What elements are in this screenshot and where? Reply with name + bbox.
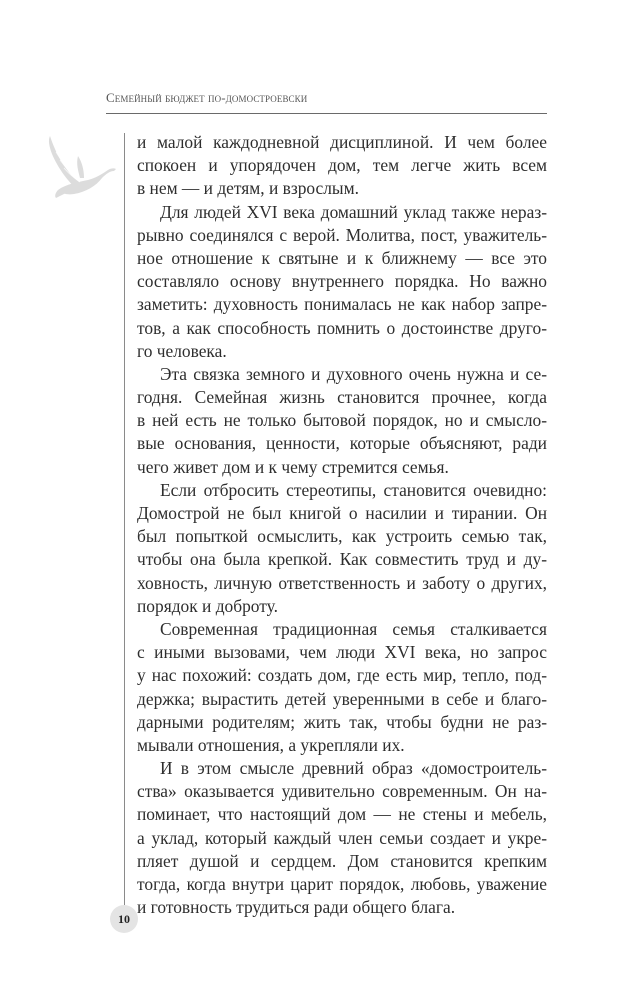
text-line: Современная традиционная семья сталкивается	[160, 618, 547, 639]
text-line: ное отношение к святыне и к ближнему — все это	[137, 247, 547, 268]
text-line: мывали отношения, а укрепляли их.	[137, 734, 405, 755]
text-line: а уклад, который каждый член семьи создает и укре-	[137, 827, 547, 848]
text-line: ховность, личную ответственность и заботу о других,	[137, 572, 547, 593]
text-line: в ней есть не только бытовой порядок, но и смысло-	[137, 410, 547, 431]
text-line: поминает, что настоящий дом — не стены и мебель,	[137, 804, 547, 825]
text-line: пляет душой и сердцем. Дом становится крепким	[137, 850, 547, 871]
text-line: вые основания, ценности, которые объясняют, ради	[137, 433, 547, 454]
text-line: рывно соединялся с верой. Молитва, пост, уважитель-	[137, 224, 547, 245]
header-rule	[106, 113, 547, 114]
body-text	[137, 131, 547, 919]
text-line: дарными родителям; жить так, чтобы будни не раз-	[137, 711, 547, 732]
flying-bird-icon	[38, 132, 118, 202]
text-line: Если отбросить стереотипы, становится очевидно:	[160, 479, 547, 500]
text-line: составляло основу внутреннего порядка. Но важно	[137, 271, 547, 292]
text-line: с иными вызовами, чем люди XVI века, но запрос	[137, 642, 547, 663]
text-line: держка; вырастить детей уверенными в себе и благо-	[137, 688, 547, 709]
text-line: тогда, когда внутри царит порядок, любовь, уважение	[137, 874, 547, 894]
text-line: был попыткой осмыслить, как устроить семью так,	[137, 526, 547, 547]
text-line: порядок и доброту.	[137, 595, 278, 616]
running-head: Семейный бюджет по-домостроевски	[106, 90, 308, 105]
text-line: и малой каждодневной дисциплиной. И чем более	[137, 132, 547, 152]
text-line: годня. Семейная жизнь становится прочнее, когда	[137, 387, 547, 408]
page-number: 10	[110, 905, 138, 933]
text-line: заметить: духовность понималась не как набор запре-	[137, 294, 547, 315]
text-line: в нем — и детям, и взрослым.	[137, 178, 359, 199]
text-line: Эта связка земного и духовного очень нужна и се-	[160, 363, 547, 384]
text-line: тов, а как способность помнить о достоинстве друго-	[137, 317, 547, 338]
text-line: чего живет дом и к чему стремится семья.	[137, 456, 449, 477]
text-line: чтобы она была крепкой. Как совместить труд и ду-	[137, 549, 547, 570]
text-line: ства» оказывается удивительно современным. Он на-	[137, 781, 547, 802]
text-line: у нас похожий: создать дом, где есть мир, тепло, под-	[137, 665, 547, 686]
margin-rule	[124, 133, 125, 905]
text-line: Домострой не был книгой о насилии и тирании. Он	[137, 503, 547, 523]
text-line: и готовность трудиться ради общего блага.	[137, 897, 456, 918]
text-line: спокоен и упорядочен дом, тем легче жить всем	[137, 155, 547, 176]
text-line: И в этом смысле древний образ «домостроитель-	[160, 758, 547, 779]
text-line: го человека.	[137, 340, 227, 361]
text-line: Для людей XVI века домашний уклад также нераз-	[160, 201, 547, 222]
